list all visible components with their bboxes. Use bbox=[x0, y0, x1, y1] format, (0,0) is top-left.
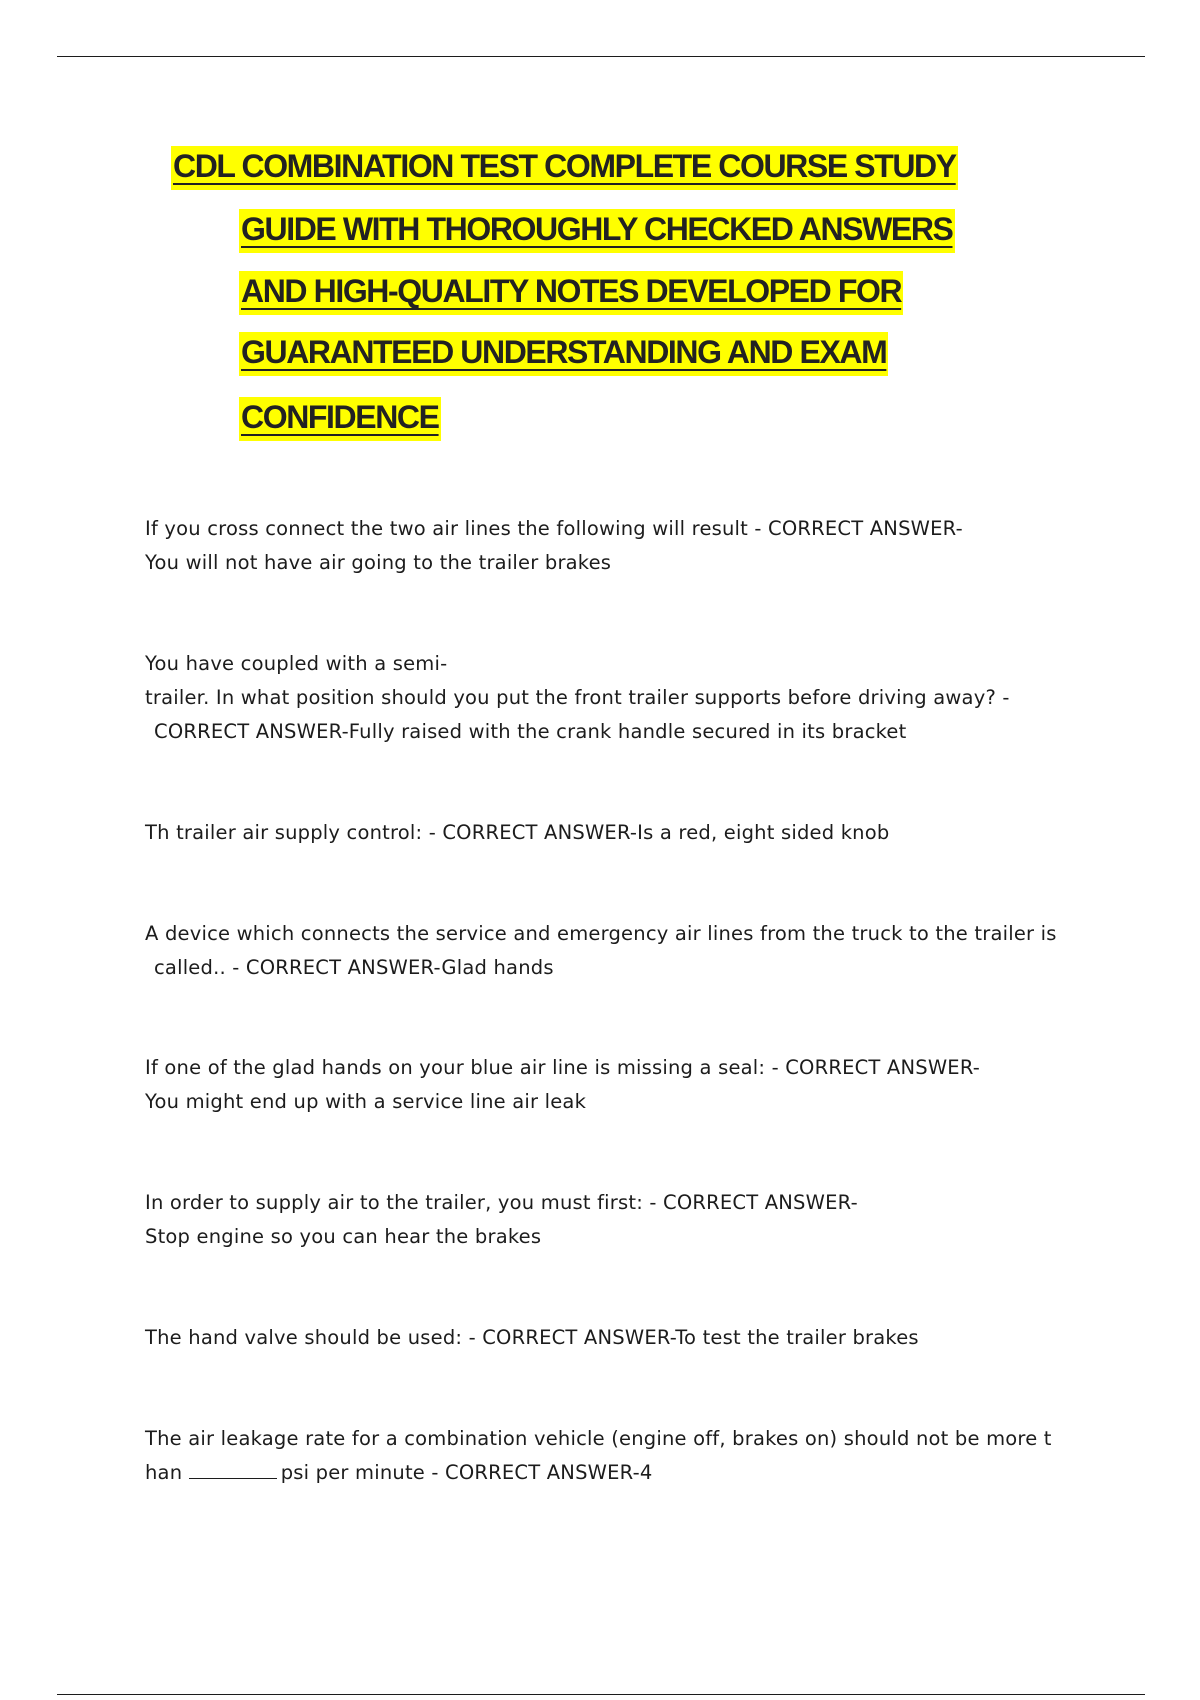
qa-item-1-line-1: If you cross connect the two air lines the following will result - CORRECT ANSWER- bbox=[145, 517, 963, 540]
document-title bbox=[0, 0, 1200, 460]
qa-item-8-line-2 bbox=[145, 1460, 652, 1486]
qa-item-8-line-2-end: psi per minute - CORRECT ANSWER-4 bbox=[280, 1461, 653, 1484]
title-line-3 bbox=[239, 275, 903, 307]
title-line-4-text: GUARANTEED UNDERSTANDING AND EXAM bbox=[239, 332, 888, 376]
qa-item-4-line-2: called.. - CORRECT ANSWER-Glad hands bbox=[154, 956, 554, 979]
qa-item-8-line-2-start: han bbox=[145, 1461, 183, 1484]
qa-item-7-line-1: The hand valve should be used: - CORRECT ANSWER-To test the trailer brakes bbox=[145, 1326, 919, 1349]
qa-item-2-line-3: CORRECT ANSWER-Fully raised with the crank handle secured in its bracket bbox=[154, 720, 907, 743]
qa-item-6-line-1: In order to supply air to the trailer, you must first: - CORRECT ANSWER- bbox=[145, 1191, 858, 1214]
qa-item-2-line-2: trailer. In what position should you put the front trailer supports before driving away? - bbox=[145, 686, 1010, 709]
title-line-2-text: GUIDE WITH THOROUGHLY CHECKED ANSWERS bbox=[239, 209, 955, 253]
qa-item-4-line-1: A device which connects the service and emergency air lines from the truck to the trailer is bbox=[145, 922, 1057, 945]
title-line-2 bbox=[239, 213, 955, 245]
qa-item-2-line-1: You have coupled with a semi- bbox=[145, 652, 448, 675]
title-line-1-text: CDL COMBINATION TEST COMPLETE COURSE STUDY bbox=[171, 146, 958, 190]
qa-item-1-line-2: You will not have air going to the trailer brakes bbox=[145, 551, 612, 574]
qa-item-6-line-2: Stop engine so you can hear the brakes bbox=[145, 1225, 542, 1248]
qa-item-5-line-1: If one of the glad hands on your blue air line is missing a seal: - CORRECT ANSWER- bbox=[145, 1056, 981, 1079]
bottom-rule bbox=[57, 1694, 1145, 1695]
title-line-3-text: AND HIGH-QUALITY NOTES DEVELOPED FOR bbox=[239, 271, 903, 315]
qa-item-5-line-2: You might end up with a service line air leak bbox=[145, 1090, 587, 1113]
title-line-5 bbox=[239, 401, 441, 433]
fill-in-blank bbox=[189, 1460, 277, 1479]
qa-item-3-line-1: Th trailer air supply control: - CORRECT ANSWER-Is a red, eight sided knob bbox=[145, 821, 890, 844]
title-line-5-text: CONFIDENCE bbox=[239, 397, 441, 441]
qa-item-8-line-1: The air leakage rate for a combination vehicle (engine off, brakes on) should not be more t bbox=[145, 1427, 1052, 1450]
title-line-1 bbox=[171, 150, 958, 182]
title-line-4 bbox=[239, 336, 888, 368]
